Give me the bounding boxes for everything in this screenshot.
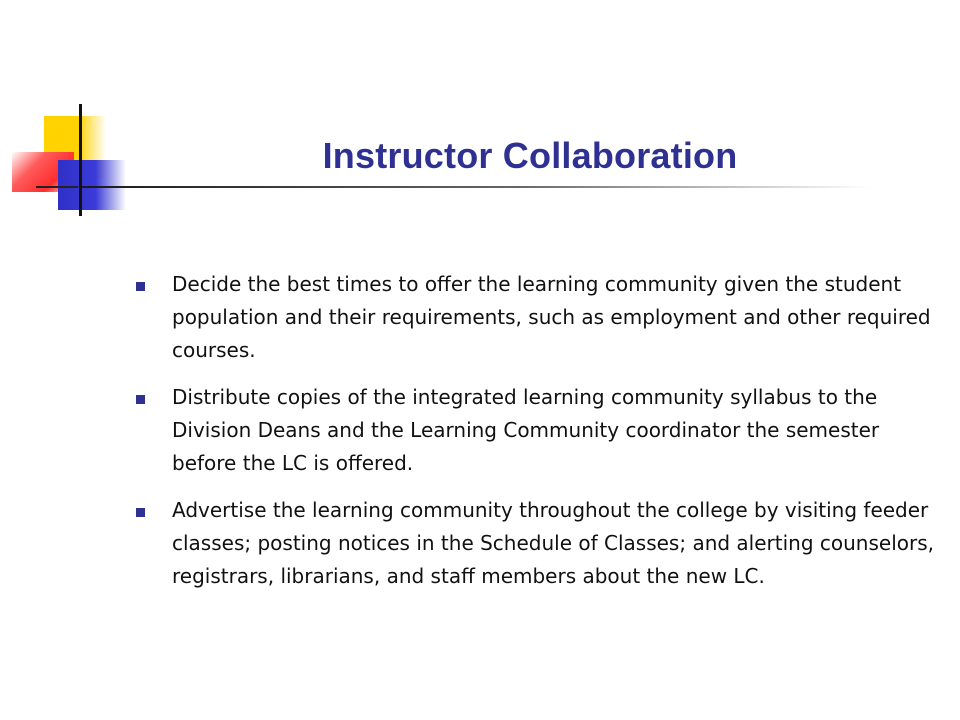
logo-horizontal-line bbox=[36, 186, 78, 188]
list-item bbox=[136, 494, 936, 593]
list-item bbox=[136, 381, 936, 480]
list-item bbox=[136, 268, 936, 367]
square-bullet-icon bbox=[136, 282, 145, 291]
square-bullet-icon bbox=[136, 508, 145, 517]
bullet-text: Distribute copies of the integrated learning community syllabus to the Division Deans and the Learning Community coordinator the semester before the LC is offered. bbox=[172, 385, 880, 475]
logo-vertical-line bbox=[79, 104, 82, 216]
square-bullet-icon bbox=[136, 395, 145, 404]
blue-square bbox=[58, 160, 126, 210]
colored-squares-logo-icon bbox=[0, 0, 140, 230]
title-underline-rule bbox=[82, 186, 872, 188]
bullet-text: Advertise the learning community throughout the college by visiting feeder classes; posting notices in the Schedule of Classes; and alerting counselors, registrars, librarians, and staff members about the new LC. bbox=[172, 498, 934, 588]
bullet-text: Decide the best times to offer the learning community given the student population and their requirements, such as employment and other required courses. bbox=[172, 272, 931, 362]
bullet-list bbox=[136, 268, 936, 607]
slide-title: Instructor Collaboration bbox=[322, 135, 738, 176]
